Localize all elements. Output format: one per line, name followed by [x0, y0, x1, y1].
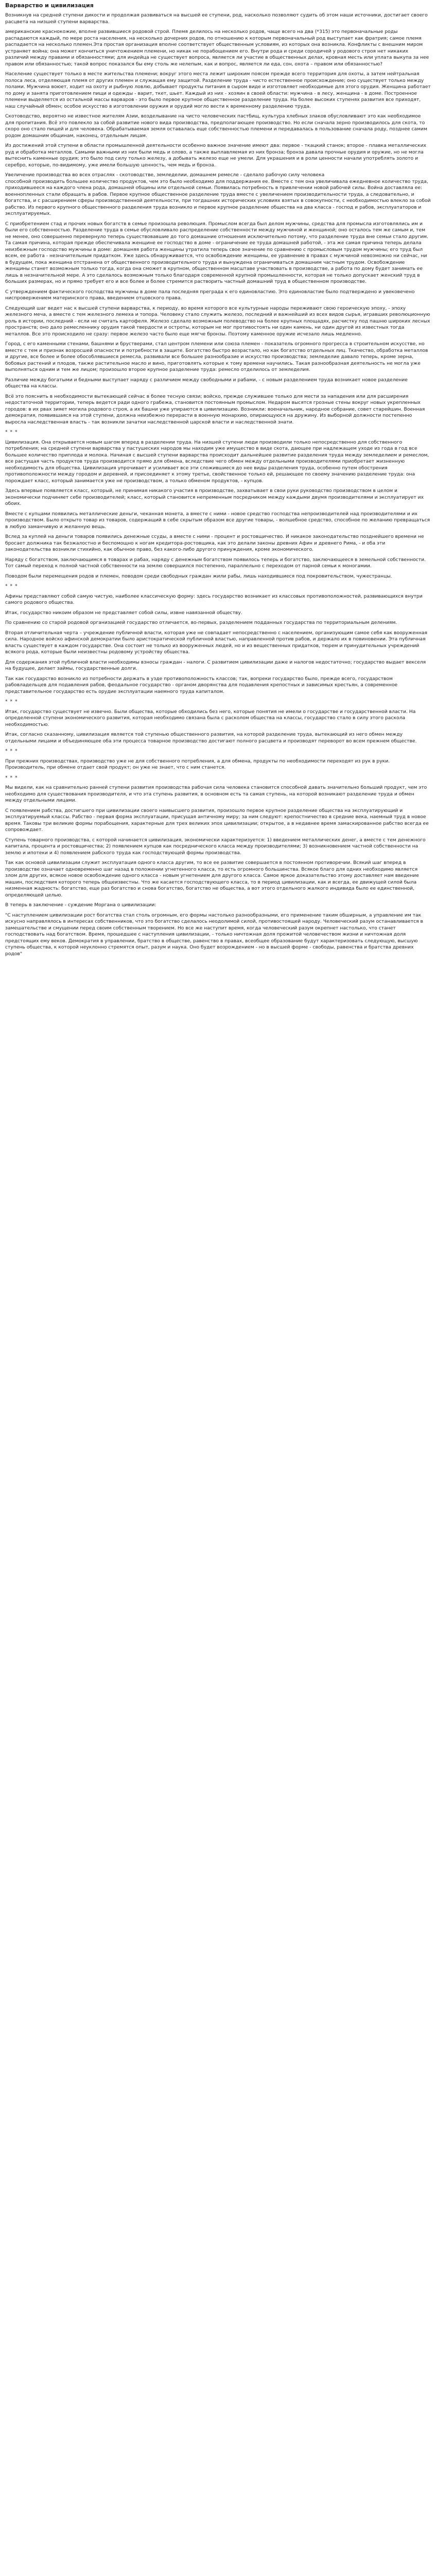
paragraph: Итак, государство существует не извечно. Были общества, которые обходились без него, которые понятия не имели о государстве и государственной власти. На определенной ступени экономического развития, которая необходимо связана была с расколом общества на классы, государство стало в силу этого раскола необходимостью.	[5, 708, 416, 727]
paragraph: По сравнению со старой родовой организацией государство отличается, во-первых, разделением подданных государства по территориальным делениям.	[5, 620, 397, 625]
paragraph: Скотоводство, вероятно не известное жителям Азии, возделывание на чисто человеческих пастбищ, культура хлебных злаков обусловливают это как необходимое для пропитания. Всё это повлекло за собой развитие нового вида производства, предполагающее производство. Но если сначала зерно производилось для скота, то скоро оно стало пищей и для человека. Обрабатываемая земля оставалась еще собственностью племени и передавалась в пользование сначала роду, позднее самим родом домашним общинам, наконец, отдельным лицам.	[5, 113, 427, 139]
paragraph: Афины представляют собой самую чистую, наиболее классическую форму: здесь государство возникает из классовых противоположностей, развивающихся внутри самого родового общества.	[5, 593, 423, 605]
section-separator: * * *	[5, 429, 18, 435]
paragraph: При прежних производствах, производство уже не для собственного потребления, а для обмена, продукты по необходимости переходят из рук в руки. Производитель, при обмене отдает свой продукт; он уже не знает, что с ним станется.	[5, 758, 390, 770]
paragraph: Вторая отличительная черта – учреждение публичной власти, которая уже не совпадает непосредственно с населением, организующим самое себя как вооруженная сила. Народное войско афинской демократии было аристократической публичной властью, направленной против рабов, и держало их в повиновении. Эта публичная власть существует в каждом государстве. Она состоит не только из вооруженных людей, но и из вещественных придатков, тюрем и принудительных учреждений всякого рода, которые были неизвестны родовому устройству общества.	[5, 630, 428, 655]
page-title: Варварство и цивилизация	[5, 2, 94, 9]
paragraph: Население существует только в месте жительства племени; вокруг этого места лежит широким поясом прежде всего территория для охоты, а затем нейтральная полоса леса, отделяющая племя от других племен и служащая ему защитой. Разделение труда - чисто естественное происхождение; оно существует только между полами. Мужчина воюет, ходит на охоту и рыбную ловлю, добывает продукты питания в сыром виде и изготовляет необходимые для этого орудия. Женщина работает по дому и занята приготовлением пищи и одежды - варит, ткет, шьет. Каждый из них - хозяин в своей области: мужчина - в лесу, женщина - в доме. Построенное племени выделяется из остальной массы варваров - это было первое крупное общественное разделение труда. На более высоких ступенях развития все приходят, наш случайный обмен; особое искусство в изготовлении оружия и орудий могло вести к временному разделению труда.	[5, 71, 431, 109]
page	[0, 0, 436, 969]
section-separator: * * *	[5, 774, 18, 781]
section-separator: * * *	[5, 699, 18, 704]
paragraph: Возникнув на средней ступени дикости и продолжая развиваться на высшей ее ступени, род, насколько позволяют судить об этом наши источники, достигает своего расцвета на низшей ступени варварства.	[5, 12, 428, 25]
paragraph: американские краснокожие, вполне развившиеся родовой строй. Племя делилось на несколько родов, чаще всего на два (*315) это первоначальные роды распадаются каждый, по мере роста населения, на несколько дочерних родов, по отношению к которым первоначальный род выступает как фратрия; самое племя распадается на несколько племен.Эта простая организация вполне соответствует общественным условиям, из которых она возникла. Конфликты с внешним миром устраняет война; она может кончиться уничтожением племени, но никак не порабощением его. Внутри рода и среди сородичей у родового строя нет никаких различий между правами и обязанностями; для индейца не существует вопроса, является ли участие в общественных делах, кровная месть или уплата выкупа за нее правом или обязанностью; такой вопрос показался бы ему столь же нелепым, как и вопрос, является ли еда, сон, охота – правом или обязанностью?	[5, 29, 429, 67]
paragraph: Так как государство возникло из потребности держать в узде противоположность классов; так, вопреки государство было, прежде всего, государством рабовладельцев для подавления рабов, феодальное государство - органом дворянства для подавления крепостных и зависимых крестьян, а современное представительное государство есть орудие эксплуатации наемного труда капиталом.	[5, 675, 398, 694]
paragraph: Здесь впервые появляется класс, который, не принимая никакого участия в производстве, захватывает в свои руки руководство производством в целом и экономически подчиняет себе производителей; класс, который становится непременным посредником между каждыми двумя производителями и эксплуатирует их обоих.	[5, 488, 424, 506]
paragraph: "С наступлением цивилизации рост богатства стал столь огромным, его формы настолько разнообразными, его применение таким обширным, а управление им так искусно направлялось в интересах собственников, что это богатство сделалось неодолимой силой, противостоящей народу. Человеческий разум останавливается в замешательстве и смущении перед своим собственным творением. Но все же наступит время, когда человеческий разум окрепнет настолько, что станет господствовать над богатством. Время, прошедшее с наступления цивилизации, - только ничтожная доля прожитой человечеством жизни и ничтожная доля предстоящих ему веков. Демократия в управлении, братство в обществе, равенство в правах, всеобщее образование будут характеризовать следующую, высшую ступень общества, к которой неуклонно стремятся опыт, разум и наука. Оно будет возрождением - но в высшей форме - свободы, равенства и братства древних родов"	[5, 912, 423, 957]
paragraph: Следующий шаг ведет нас к высшей ступени варварства, к периоду, во время которого все культурные народы переживают свою героическую эпоху, - эпоху железного меча, а вместе с тем железного лемеха и топора. Человеку стало служить железо, последний и важнейший из всех видов сырья, игравших революционную роль в истории, последний - если не считать картофеля. Железо сделало возможным полеводство на более крупных площадях, расчистку под пашню широких лесных пространств; оно дало ремесленнику орудия такой твердости и остроты, которым не мог противостоять ни один камень, ни один другой из известных тогда металлов. Все это происходило не сразу: первое железо часто было еще мягче бронзы. Поэтому каменное оружие исчезало лишь медленно.	[5, 305, 430, 337]
paragraph: Для содержания этой публичной власти необходимы взносы граждан - налоги. С развитием цивилизации даже и налогов недостаточно; государство выдает векселя на будущее, делает займы, государственные долги.	[5, 659, 426, 671]
paragraph: Наряду с богатством, заключающимся в товарах и рабах, наряду с денежным богатством появилось теперь и богатство, заключающееся в земельной собственности. Тот самый переход к полной частной собственности на землю совершился постепенно, параллельно с переходом от парной семьи к моногамии.	[5, 556, 426, 569]
section-separator: * * *	[5, 583, 18, 589]
paragraph: Всё это пояснить в необходимости вытекающей сейчас в более тесную связи; войско, прежде служившее только для мести за нападения или для расширения недостаточной территории, теперь ведется ради одного грабежа, становится постоянным промыслом. Недаром высятся грозные стены вокруг новых укрепленных городов: в их рвах зияет могила родового строя, а их башни уже упираются в цивилизацию. Возникли: военачальник, народное собрание, совет старейшин. Военная демократия, появившаяся на этой ступени, должна неизбежно перерасти в военную монархию, опирающуюся на дружину. Из выборной должности постепенно выросла наследственная власть - так возникли зачатки наследственной царской власти и наследственной знати.	[5, 393, 425, 425]
paragraph: Итак, государство никоим образом не представляет собой силы, извне навязанной обществу.	[5, 609, 242, 616]
paragraph: Увеличение производства во всех отраслях - скотоводстве, земледелии, домашнем ремесле - сделало рабочую силу человека способной производить большее количество продуктов, чем это было необходимо для поддержания ее. Вместе с тем она увеличивала ежедневное количество труда, приходившееся на каждого члена рода, домашней общины или отдельной семьи. Появилась потребность в привлечении новой рабочей силы. Война доставляла ее: военнопленных стали обращать в рабов. Первое крупное общественное разделение труда вместе с увеличением производительности труда, а следовательно, и богатства, и с расширением сферы производственной деятельности, при тогдашних исторических условиях взятых в совокупности, с необходимостью влекло за собой рабство. Из первого крупного общественного разделения труда возникло и первое крупное разделение общества на два класса - господ и рабов, эксплуататоров и эксплуатируемых.	[5, 172, 431, 216]
paragraph: Ступень товарного производства, с которой начинается цивилизация, экономически характеризуется: 1) введением металлических денег, а вместе с тем денежного капитала, процента и ростовщичества; 2) появлением купцов как посреднического класса между производителями; 3) возникновением частной собственности на землю и ипотеки и 4) появлением рабского труда как господствующей формы производства.	[5, 837, 426, 856]
paragraph: С приобретением стад и прочих новых богатств в семье произошла революция. Промыслом всегда был делом мужчины, средства для промысла изготовлялись им и были его собственностью. Разделение труда в семье обусловливало распределение собственности между мужчиной и женщиной; оно осталось тем же самым и, тем не менее, оно совершенно перевернуло теперь существовавшие до того домашние отношения исключительно потому, что разделение труда вне семьи стало другим. Та самая причина, которая прежде обеспечивала женщине ее господство в доме - ограничение ее труда домашней работой, - эта же самая причина теперь делала неизбежным господство мужчины в доме: домашняя работа женщины утратила теперь свое значение по сравнению с промысловым трудом мужчины; его труд был всем, ее работа - незначительным придатком. Уже здесь обнаруживается, что освобождение женщины, ее уравнение в правах с мужчиной невозможно ни сейчас, ни в будущем, пока женщина отстранена от общественного производительного труда и вынуждена ограничиваться домашним частным трудом. Освобождение женщины станет возможным только тогда, когда она сможет в крупном, общественном масштаве участвовать в производстве, а работа по дому будет занимать ее лишь в незначительной мере. А это сделалось возможным только благодаря современной крупной промышленности, которая не только допускает женский труд в больших размерах, но и прямо требует его и все более и более стремится растворить частный домашний труд в общественном производстве.	[5, 221, 429, 284]
paragraph: Вместе с купцами появились металлические деньги, чеканная монета, а вместе с ними - новое средство господства непроизводителей над производителями и их производством. Было открыто товар из товаров, содержащий в себе скрытым образом все другие товары, - волшебное средство, способное по желанию превращаться в любую заманчивую и желанную вещь.	[5, 511, 430, 530]
paragraph: Итак, согласно сказанному, цивилизация является той ступенью общественного развития, на которой разделение труда, вытекающий из него обмен между отдельными лицами и объединяющее оба эти процесса товарное производство достигают полного расцвета и производят переворот во всем прежнем обществе.	[5, 732, 417, 744]
paragraph: Мы видели, как на сравнительно ранней ступени развития производства рабочая сила человека становится способной давать значительно больший продукт, чем это необходимо для существования производителя, и что эта ступень развития, в основном есть та самая ступень, на которой возникают разделение труда и обмен между отдельными лицами.	[5, 785, 427, 803]
article-body	[5, 12, 431, 957]
paragraph: Вслед за куплей на деньги товаров появились денежные ссуды, а вместе с ними - процент и ростовщичество. И никакое законодательство позднейшего времени не бросает должника так безжалостно и беспомощно к ногам кредитора-ростовщика, как это делали законы древних Афин и древнего Рима, - и оба эти законодательства возникли стихийно, как обычное право, без какого-либо другого принуждения, кроме экономического.	[5, 534, 424, 552]
section-separator: * * *	[5, 748, 18, 754]
paragraph: В теперь в заключение - суждение Моргана о цивилизации:	[5, 902, 156, 908]
paragraph: Различие между богатыми и бедными выступает наряду с различием между свободными и рабами, - с новым разделением труда возникает новое разделение общества на классы.	[5, 377, 408, 389]
paragraph: С появлением рабства, достигшего при цивилизации своего наивысшего развития, произошло первое крупное разделение общества на эксплуатирующий и эксплуатируемый классы. Рабство - первая форма эксплуатации, присущая античному миру; за ним следуют: крепостничество в средние века, наемный труд в новое время. Таковы три великие формы порабощения, характерные для трех великих эпох цивилизации; открытое, а в недавнее время замаскированное рабство всегда ее сопровождает.	[5, 807, 429, 833]
paragraph: Цивилизация. Она открывается новым шагом вперед в разделении труда. На низшей ступени люди производили только непосредственно для собственного потребления; на средней ступени варварства у пастушеских народов мы находим уже имущество в виде скота, дающее при надлежащем уходе из года в год все большее количество приплода и молока. Начиная с высшей ступени варварства происходит дальнейшее развитие разделения труда между земледелием и ремеслом, все растущая часть продуктов труда производится прямо для обмена, вследствие чего обмен между отдельными производителями приобретает жизненную необходимость для общества. Цивилизация упрочивает и усиливает все эти сложившиеся до нее виды разделения труда, особенно путем обострения противоположности между городом и деревней, и присоединяет к этому третье, свойственное только ей, решающее по своему значению разделение труда: она порождает класс, который занимается уже не производством, а только обменом продуктов, - купцов.	[5, 439, 429, 484]
paragraph: С утверждением фактического господства мужчины в доме пала последняя преграда к его единовластию. Это единовластие было подтверждено и увековечено ниспровержением материнского права, введением отцовского права.	[5, 289, 415, 301]
paragraph: Из достижений этой ступени в области промышленной деятельности особенно важное значение имеют два: первое - ткацкий станок; второе - плавка металлических руд и обработка металлов. Самыми важными из них были медь и олово, а также выплавляемая из них бронза; бронза давала прочные орудия и оружие, но не могла вытеснить каменные орудия; это было под силу только железу, а добывать железо еще не умели. Для украшения и в роли ценности начали употреблять золото и серебро, которые, по-видимому, уже имели большую ценность, чем медь и бронза.	[5, 143, 427, 168]
paragraph: Так как основой цивилизации служит эксплуатация одного класса другим, то все ее развитие совершается в постоянном противоречии. Всякий шаг вперед в производстве означает одновременно шаг назад в положении угнетенного класса, то есть огромного большинства. Всякое благо для одних необходимо является злом для других, всякое новое освобождение одного класса - новым угнетением для другого класса. Самое яркое доказательство этому доставляет нам введение машин, последствия которого теперь общеизвестны. Что же касается господствующего класса, то в период цивилизации, как и всегда, ее движущей силой была низменная жадность: богатство, еще раз богатство и снова богатство, богатство не общества, а вот этого отдельного жалкого индивида было ее единственной, определяющей целью.	[5, 860, 419, 898]
paragraph: Поводом были перемещения родов и племен, поводом среди свободных граждан жили рабы, лишь находившиеся под покровительством, чужестранцы.	[5, 573, 392, 579]
paragraph: Город, с его каменными стенами, башнями и брустверами, стал центром племени или союза племен - показатель огромного прогресса в строительном искусстве, но вместе с тем и признак возросшей опасности и потребности в защите. Богатство быстро возрастало, но как богатство отдельных лиц. Ткачество, обработка металлов и другие, все более и более обособлявшиеся ремесла, развивали все большее разнообразие и искусство производства; земледелие давало теперь, кроме зерна, бобовых растений и плодов, также растительное масло и вино, приготовлять которые к тому времени научились. Такая разнообразная деятельность не могла уже выполняться одним и тем же лицом; произошло второе крупное разделение труда: ремесло отделилось от земледелия.	[5, 341, 428, 372]
